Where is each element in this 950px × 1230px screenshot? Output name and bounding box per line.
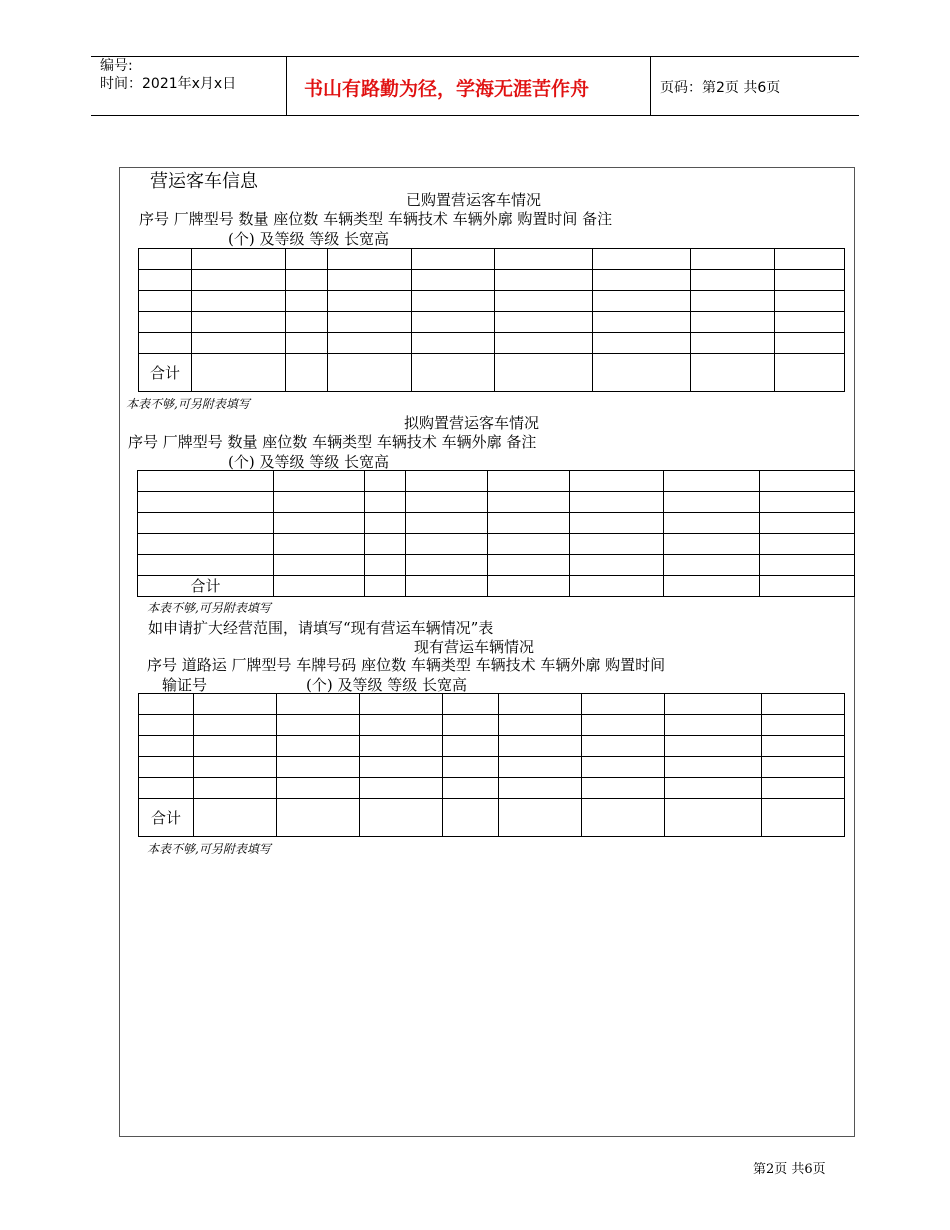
table-row — [138, 471, 855, 492]
table2-total-row — [138, 576, 855, 597]
table-row — [138, 513, 855, 534]
table2-grid — [137, 470, 855, 597]
section-title: 营运客车信息 — [150, 171, 258, 192]
header-code-label: 编号: — [100, 58, 133, 74]
header-bottom-rule — [91, 115, 859, 116]
table-row — [139, 270, 845, 291]
header-divider-left — [286, 57, 287, 115]
table3-grid — [138, 693, 845, 837]
footer-page-number: 第2页 共6页 — [753, 1162, 826, 1177]
table-row — [139, 333, 845, 354]
table-row — [139, 757, 845, 778]
table3-total-label: 合计 — [139, 799, 194, 837]
table-row — [138, 492, 855, 513]
table1-header-line2: (个) 及等级 等级 长宽高 — [228, 230, 390, 248]
table3-note: 本表不够,可另附表填写 — [147, 842, 271, 856]
table-row — [138, 534, 855, 555]
table1-note: 本表不够,可另附表填写 — [126, 397, 250, 411]
table1-total-row — [139, 354, 845, 392]
header-divider-right — [650, 57, 651, 115]
table-row — [139, 715, 845, 736]
table-row — [139, 312, 845, 333]
table2-total-label: 合计 — [138, 576, 274, 597]
table-row — [139, 249, 845, 270]
table1-caption: 已购置营运客车情况 — [406, 191, 542, 209]
table3-intro: 如申请扩大经营范围，请填写“现有营运车辆情况”表 — [148, 619, 494, 637]
header-motto: 书山有路勤为径，学海无涯苦作舟 — [304, 78, 590, 100]
table-row — [139, 778, 845, 799]
table3-header-line1: 序号 道路运 厂牌型号 车牌号码 座位数 车辆类型 车辆技术 车辆外廓 购置时间 — [147, 656, 666, 674]
table2-header-line2: (个) 及等级 等级 长宽高 — [228, 453, 390, 471]
table1-total-label: 合计 — [139, 354, 192, 392]
table3-total-row — [139, 799, 845, 837]
table3-header-line2b: (个) 及等级 等级 长宽高 — [306, 676, 468, 694]
table-row — [139, 291, 845, 312]
table3-caption: 现有营运车辆情况 — [414, 638, 535, 656]
table1-header-line1: 序号 厂牌型号 数量 座位数 车辆类型 车辆技术 车辆外廓 购置时间 备注 — [139, 210, 613, 228]
header-time-label: 时间：2021年x月x日 — [100, 76, 237, 92]
header-page-code: 页码：第2页 共6页 — [660, 80, 781, 96]
table-row — [139, 736, 845, 757]
table2-caption: 拟购置营运客车情况 — [404, 414, 540, 432]
table2-header-line1: 序号 厂牌型号 数量 座位数 车辆类型 车辆技术 车辆外廓 备注 — [128, 433, 537, 451]
table2-note: 本表不够,可另附表填写 — [147, 601, 271, 615]
table-row — [139, 694, 845, 715]
table3-header-line2a: 输证号 — [162, 676, 208, 694]
header-top-rule — [91, 56, 859, 57]
table1-grid — [138, 248, 845, 392]
table-row — [138, 555, 855, 576]
